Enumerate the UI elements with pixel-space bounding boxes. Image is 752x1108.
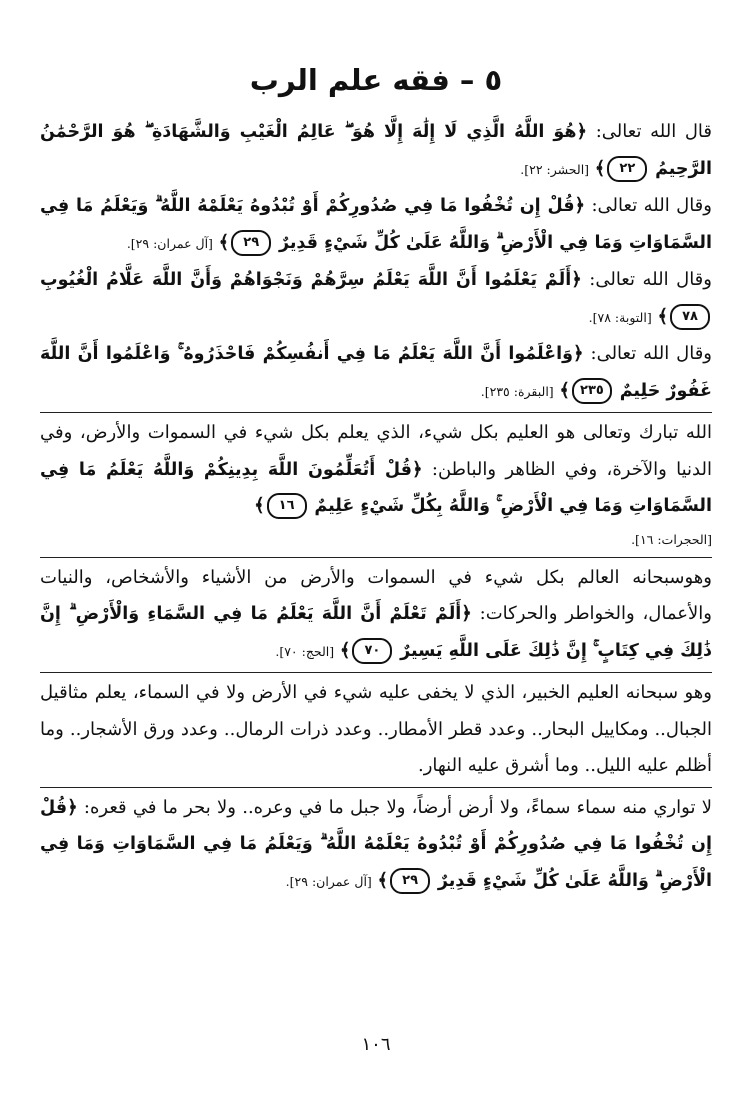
verse-block xyxy=(40,114,712,188)
chapter-heading xyxy=(40,50,712,110)
verse-intro: وقال الله تعالى: xyxy=(589,269,712,290)
page-number: ١٠٦ xyxy=(361,1034,391,1055)
verse-intro: وقال الله تعالى: xyxy=(590,343,712,364)
ornate-bracket-close: ﴾ xyxy=(339,639,351,661)
quran-verse-text: قُلْ إِن تُخْفُوا مَا فِي صُدُورِكُمْ أَوْ تُبْدُوهُ يَعْلَمْهُ اللَّهُ ۗ وَيَعْلَمُ مَا فِي السَّمَاوَاتِ وَمَا فِي الْأَرْضِ ۗ وَاللَّهُ عَلَىٰ كُلِّ شَيْءٍ قَدِيرٌ xyxy=(40,797,712,891)
ayah-number-marker: ٧٠ xyxy=(352,638,392,664)
ayah-number-marker: ٢٩ xyxy=(231,230,271,256)
ayah-number-marker: ٢٢ xyxy=(607,156,647,182)
verse-block xyxy=(40,336,712,410)
section-divider xyxy=(40,672,712,673)
paragraph-text: وهوسبحانه العالم بكل شيء في السموات والأرض من الأشياء والأشخاص، والنيات والأعمال، والخواطر والحركات: xyxy=(40,566,712,624)
verse-reference: [الحج: ٧٠]. xyxy=(275,643,335,659)
ornate-bracket-open: ﴿ xyxy=(576,121,588,142)
verse-reference: [الحجرات: ١٦]. xyxy=(631,531,712,547)
ayah-number-marker: ١٦ xyxy=(267,493,307,519)
quran-verse-text: قُلْ إِن تُخْفُوا مَا فِي صُدُورِكُمْ أَوْ تُبْدُوهُ يَعْلَمْهُ اللَّهُ ۗ وَيَعْلَمُ مَا فِي السَّمَاوَاتِ وَمَا فِي الْأَرْضِ ۗ وَاللَّهُ عَلَىٰ كُلِّ شَيْءٍ قَدِيرٌ xyxy=(40,196,712,253)
verse-reference: [آل عمران: ٢٩]. xyxy=(126,235,213,251)
verse-reference: [البقرة: ٢٣٥]. xyxy=(480,383,554,399)
chapter-dash: – xyxy=(459,63,475,97)
verse-reference: [الحشر: ٢٢]. xyxy=(520,161,590,177)
ayah-number-marker: ٧٨ xyxy=(670,304,710,330)
verse-block xyxy=(40,262,712,336)
quran-verse-text: أَلَمْ يَعْلَمُوا أَنَّ اللَّهَ يَعْلَمُ سِرَّهُمْ وَنَجْوَاهُمْ وَأَنَّ اللَّهَ عَلَّامُ الْغُيُوبِ xyxy=(40,270,572,290)
quran-verse-text: هُوَ اللَّهُ الَّذِي لَا إِلَٰهَ إِلَّا هُوَ ۖ عَالِمُ الْغَيْبِ وَالشَّهَادَةِ ۖ هُوَ الرَّحْمَٰنُ الرَّحِيمُ xyxy=(40,122,712,179)
ornate-bracket-close: ﴾ xyxy=(377,869,389,891)
paragraph-text: الله تبارك وتعالى هو العليم بكل شيء، الذي يعلم بكل شيء في السموات والأرض، وفي الدنيا والآخرة، وفي الظاهر والباطن: xyxy=(40,422,712,480)
book-page xyxy=(40,50,712,1060)
ornate-bracket-open: ﴿ xyxy=(573,343,584,364)
section-divider xyxy=(40,412,712,413)
verse-reference: [آل عمران: ٢٩]. xyxy=(285,873,372,889)
ornate-bracket-close: ﴾ xyxy=(657,305,668,327)
ornate-bracket-close: ﴾ xyxy=(559,379,570,401)
quran-verse-text: أَلَمْ تَعْلَمْ أَنَّ اللَّهَ يَعْلَمُ مَا فِي السَّمَاءِ وَالْأَرْضِ ۗ إِنَّ ذَٰلِكَ فِي كِتَابٍ ۚ إِنَّ ذَٰلِكَ عَلَى اللَّهِ يَسِيرٌ xyxy=(40,604,712,661)
verse-reference: [التوبة: ٧٨]. xyxy=(588,309,652,325)
ornate-bracket-open: ﴿ xyxy=(571,269,582,290)
verse-intro: وقال الله تعالى: xyxy=(591,195,712,216)
paragraph xyxy=(40,560,712,671)
ornate-bracket-open: ﴿ xyxy=(411,458,423,480)
section-divider xyxy=(40,787,712,788)
chapter-title: فقه علم الرب xyxy=(249,63,450,97)
verse-block xyxy=(40,188,712,262)
quran-verse-text: وَاعْلَمُوا أَنَّ اللَّهَ يَعْلَمُ مَا فِي أَنفُسِكُمْ فَاحْذَرُوهُ ۚ وَاعْلَمُوا أَنَّ اللَّهَ غَفُورٌ حَلِيمٌ xyxy=(40,344,712,401)
paragraph xyxy=(40,790,712,901)
verse-intro: قال الله تعالى: xyxy=(595,121,713,142)
ornate-bracket-open: ﴿ xyxy=(461,603,472,624)
ornate-bracket-open: ﴿ xyxy=(67,796,78,818)
paragraph xyxy=(40,415,712,555)
ornate-bracket-close: ﴾ xyxy=(218,231,230,253)
quran-verse-text: قُلْ أَتُعَلِّمُونَ اللَّهَ بِدِينِكُمْ وَاللَّهُ يَعْلَمُ مَا فِي السَّمَاوَاتِ وَمَا فِي الْأَرْضِ ۚ وَاللَّهُ بِكُلِّ شَيْءٍ عَلِيمٌ xyxy=(40,459,712,516)
section-divider xyxy=(40,557,712,558)
ornate-bracket-close: ﴾ xyxy=(594,157,606,179)
ayah-number-marker: ٢٩ xyxy=(390,868,430,894)
ornate-bracket-open: ﴿ xyxy=(574,195,586,216)
paragraph-text: لا تواري منه سماء سماءً، ولا أرض أرضاً، ولا جبل ما في وعره.. ولا بحر ما في قعره: xyxy=(83,796,712,818)
paragraph-text: وهو سبحانه العليم الخبير، الذي لا يخفى عليه شيء في الأرض ولا في السماء، يعلم مثاقيل الجبال.. ومكاييل البحار.. وعدد قطر الأمطار.. وعدد ذرات الرمال.. وعدد ورق الأشجار.. وما أظلم عليه الليل.. وما أشرق عليه النهار. xyxy=(40,682,712,776)
chapter-number: ٥ xyxy=(484,63,503,97)
paragraph xyxy=(40,675,712,785)
ayah-number-marker: ٢٣٥ xyxy=(572,378,612,404)
ornate-bracket-close: ﴾ xyxy=(254,495,265,516)
